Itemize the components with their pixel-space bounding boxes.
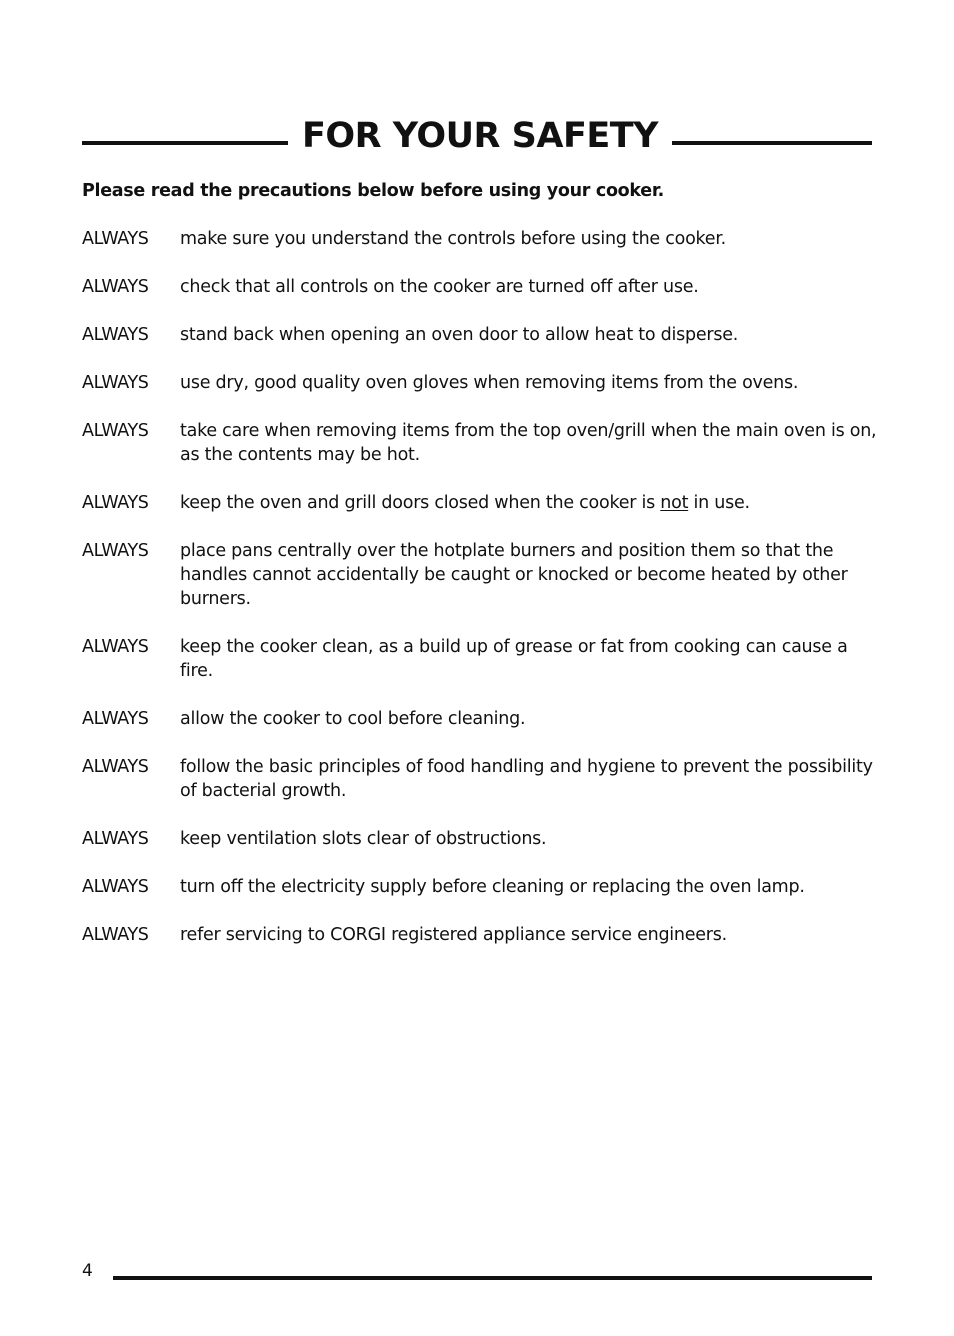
precaution-keyword: ALWAYS bbox=[82, 277, 149, 297]
precaution-item bbox=[82, 875, 882, 899]
precaution-text bbox=[180, 491, 882, 515]
precaution-item bbox=[82, 707, 882, 731]
precaution-text: place pans centrally over the hotplate burners and position them so that the handles cannot accidentally be caught or knocked or become heated by other burners. bbox=[180, 541, 848, 609]
precaution-item bbox=[82, 539, 882, 611]
precaution-keyword: ALWAYS bbox=[82, 877, 149, 897]
precaution-text-before: keep the oven and grill doors closed when the cooker is bbox=[180, 493, 661, 513]
precaution-text: keep ventilation slots clear of obstructions. bbox=[180, 829, 547, 849]
precaution-keyword: ALWAYS bbox=[82, 541, 149, 561]
precaution-keyword: ALWAYS bbox=[82, 373, 149, 393]
page-title: FOR YOUR SAFETY bbox=[301, 116, 659, 156]
title-rule-right bbox=[672, 141, 872, 145]
precaution-text: turn off the electricity supply before cleaning or replacing the oven lamp. bbox=[180, 877, 805, 897]
page-header bbox=[82, 108, 872, 164]
precaution-item bbox=[82, 371, 882, 395]
precaution-item bbox=[82, 827, 882, 851]
precaution-text-after: in use. bbox=[688, 493, 750, 513]
precaution-text: take care when removing items from the top oven/grill when the main oven is on, as the contents may be hot. bbox=[180, 421, 877, 465]
precaution-item bbox=[82, 635, 882, 683]
page-number: 4 bbox=[82, 1261, 93, 1281]
precaution-keyword: ALWAYS bbox=[82, 493, 149, 513]
precaution-item bbox=[82, 227, 882, 251]
precaution-list bbox=[82, 227, 882, 971]
footer-rule bbox=[113, 1276, 872, 1280]
precaution-item bbox=[82, 275, 882, 299]
precaution-text: make sure you understand the controls before using the cooker. bbox=[180, 229, 726, 249]
precaution-keyword: ALWAYS bbox=[82, 229, 149, 249]
precaution-keyword: ALWAYS bbox=[82, 421, 149, 441]
precaution-keyword: ALWAYS bbox=[82, 829, 149, 849]
title-rule-left bbox=[82, 141, 288, 145]
precaution-item bbox=[82, 419, 882, 467]
precaution-text: allow the cooker to cool before cleaning. bbox=[180, 709, 526, 729]
precaution-text: keep the cooker clean, as a build up of grease or fat from cooking can cause a fire. bbox=[180, 637, 848, 681]
precaution-text: stand back when opening an oven door to allow heat to disperse. bbox=[180, 325, 739, 345]
intro-text: Please read the precautions below before using your cooker. bbox=[82, 181, 665, 201]
precaution-text: check that all controls on the cooker are turned off after use. bbox=[180, 277, 699, 297]
precaution-keyword: ALWAYS bbox=[82, 325, 149, 345]
precaution-item bbox=[82, 323, 882, 347]
precaution-keyword: ALWAYS bbox=[82, 637, 149, 657]
precaution-text: follow the basic principles of food handling and hygiene to prevent the possibility of bacterial growth. bbox=[180, 757, 873, 801]
precaution-keyword: ALWAYS bbox=[82, 925, 149, 945]
precaution-item bbox=[82, 491, 882, 515]
precaution-keyword: ALWAYS bbox=[82, 757, 149, 777]
precaution-text: refer servicing to CORGI registered appliance service engineers. bbox=[180, 925, 727, 945]
precaution-text: use dry, good quality oven gloves when removing items from the ovens. bbox=[180, 373, 799, 393]
precaution-text-emphasis: not bbox=[660, 493, 689, 513]
precaution-item bbox=[82, 923, 882, 947]
precaution-item bbox=[82, 755, 882, 803]
precaution-keyword: ALWAYS bbox=[82, 709, 149, 729]
